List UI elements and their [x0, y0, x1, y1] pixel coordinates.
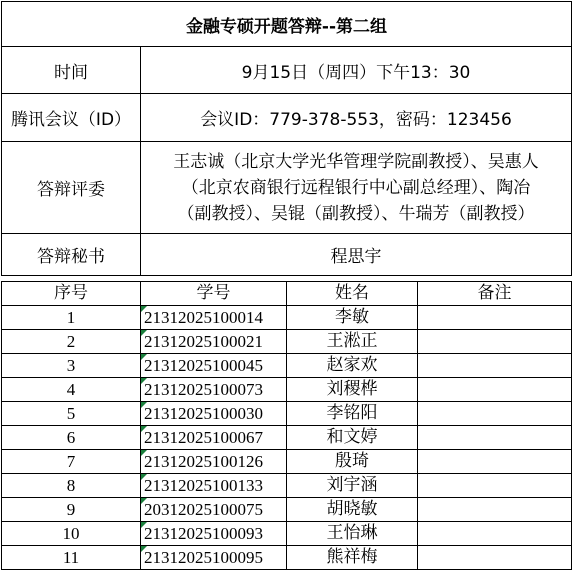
row-number-cell[interactable]: 5	[2, 402, 141, 426]
student-id-cell[interactable]	[141, 402, 287, 426]
student-id-cell[interactable]	[141, 354, 287, 378]
table-row	[2, 426, 572, 450]
row-number-cell[interactable]: 1	[2, 306, 141, 330]
student-id-cell[interactable]	[141, 546, 287, 570]
student-name-cell[interactable]: 和文婷	[287, 426, 418, 450]
student-name-cell[interactable]: 赵家欢	[287, 354, 418, 378]
secretary-value[interactable]: 程思宇	[141, 234, 572, 276]
student-id-cell[interactable]	[141, 306, 287, 330]
student-list-table	[1, 281, 572, 570]
student-id-cell[interactable]	[141, 522, 287, 546]
student-name-cell[interactable]: 王怡琳	[287, 522, 418, 546]
text-number-marker-icon	[141, 498, 147, 504]
row-number-cell[interactable]: 9	[2, 498, 141, 522]
student-id-text: 21312025100093	[144, 524, 263, 543]
row-number-cell[interactable]: 4	[2, 378, 141, 402]
panel-line: （副教授）、吴锟（副教授）、牛瑞芳（副教授）	[177, 203, 535, 224]
table-row	[2, 378, 572, 402]
schedule-info-table	[1, 1, 572, 276]
note-cell[interactable]	[418, 330, 572, 354]
note-cell[interactable]	[418, 426, 572, 450]
text-number-marker-icon	[141, 378, 147, 384]
student-id-text: 21312025100021	[144, 332, 263, 351]
panel-label[interactable]: 答辩评委	[2, 142, 141, 234]
student-name-cell[interactable]: 李敏	[287, 306, 418, 330]
row-number-cell[interactable]: 8	[2, 474, 141, 498]
sheet-title[interactable]: 金融专硕开题答辩--第二组	[2, 2, 572, 47]
note-cell[interactable]	[418, 474, 572, 498]
row-number-cell[interactable]: 11	[2, 546, 141, 570]
secretary-label[interactable]: 答辩秘书	[2, 234, 141, 276]
note-cell[interactable]	[418, 522, 572, 546]
student-id-cell[interactable]	[141, 330, 287, 354]
text-number-marker-icon	[141, 474, 147, 480]
table-row	[2, 450, 572, 474]
note-cell[interactable]	[418, 450, 572, 474]
student-id-text: 20312025100075	[144, 500, 263, 519]
header-note[interactable]: 备注	[418, 282, 572, 306]
panel-line: （北京农商银行远程银行中心副总经理）、陶冶	[181, 177, 531, 198]
table-header-row	[2, 282, 572, 306]
text-number-marker-icon	[141, 426, 147, 432]
table-row	[2, 402, 572, 426]
student-id-text: 21312025100126	[144, 452, 263, 471]
student-id-text: 21312025100095	[144, 548, 263, 567]
time-value[interactable]: 9月15日（周四）下午13：30	[141, 47, 572, 94]
table-row	[2, 306, 572, 330]
panel-line: 王志诚（北京大学光华管理学院副教授）、吴惠人	[173, 151, 539, 172]
note-cell[interactable]	[418, 402, 572, 426]
student-id-cell[interactable]	[141, 426, 287, 450]
table-row	[2, 498, 572, 522]
table-row	[2, 474, 572, 498]
tencent-meeting-value[interactable]: 会议ID：779-378-553，密码：123456	[141, 94, 572, 142]
time-label[interactable]: 时间	[2, 47, 141, 94]
student-id-text: 21312025100030	[144, 404, 263, 423]
panel-members[interactable]	[141, 142, 572, 234]
text-number-marker-icon	[141, 330, 147, 336]
student-name-cell[interactable]: 李铭阳	[287, 402, 418, 426]
header-number[interactable]: 序号	[2, 282, 141, 306]
row-number-cell[interactable]: 2	[2, 330, 141, 354]
student-name-cell[interactable]: 刘宇涵	[287, 474, 418, 498]
student-id-cell[interactable]	[141, 378, 287, 402]
text-number-marker-icon	[141, 546, 147, 552]
text-number-marker-icon	[141, 354, 147, 360]
student-id-cell[interactable]	[141, 498, 287, 522]
text-number-marker-icon	[141, 522, 147, 528]
text-number-marker-icon	[141, 450, 147, 456]
student-name-cell[interactable]: 熊祥梅	[287, 546, 418, 570]
student-id-text: 21312025100073	[144, 380, 263, 399]
row-number-cell[interactable]: 10	[2, 522, 141, 546]
table-row	[2, 330, 572, 354]
table-row	[2, 522, 572, 546]
note-cell[interactable]	[418, 378, 572, 402]
header-student-id[interactable]: 学号	[141, 282, 287, 306]
text-number-marker-icon	[141, 306, 147, 312]
note-cell[interactable]	[418, 546, 572, 570]
tencent-meeting-label[interactable]: 腾讯会议（ID）	[2, 94, 141, 142]
note-cell[interactable]	[418, 498, 572, 522]
student-id-text: 21312025100014	[144, 308, 263, 327]
note-cell[interactable]	[418, 354, 572, 378]
text-number-marker-icon	[141, 402, 147, 408]
student-id-cell[interactable]	[141, 450, 287, 474]
student-id-text: 21312025100045	[144, 356, 263, 375]
student-name-cell[interactable]: 王淞正	[287, 330, 418, 354]
row-number-cell[interactable]: 3	[2, 354, 141, 378]
table-row	[2, 546, 572, 570]
student-id-text: 21312025100067	[144, 428, 263, 447]
row-number-cell[interactable]: 6	[2, 426, 141, 450]
student-id-text: 21312025100133	[144, 476, 263, 495]
header-name[interactable]: 姓名	[287, 282, 418, 306]
student-rows	[2, 306, 572, 570]
student-name-cell[interactable]: 胡晓敏	[287, 498, 418, 522]
note-cell[interactable]	[418, 306, 572, 330]
table-row	[2, 354, 572, 378]
student-name-cell[interactable]: 刘稷桦	[287, 378, 418, 402]
row-number-cell[interactable]: 7	[2, 450, 141, 474]
student-id-cell[interactable]	[141, 474, 287, 498]
student-name-cell[interactable]: 殷琦	[287, 450, 418, 474]
